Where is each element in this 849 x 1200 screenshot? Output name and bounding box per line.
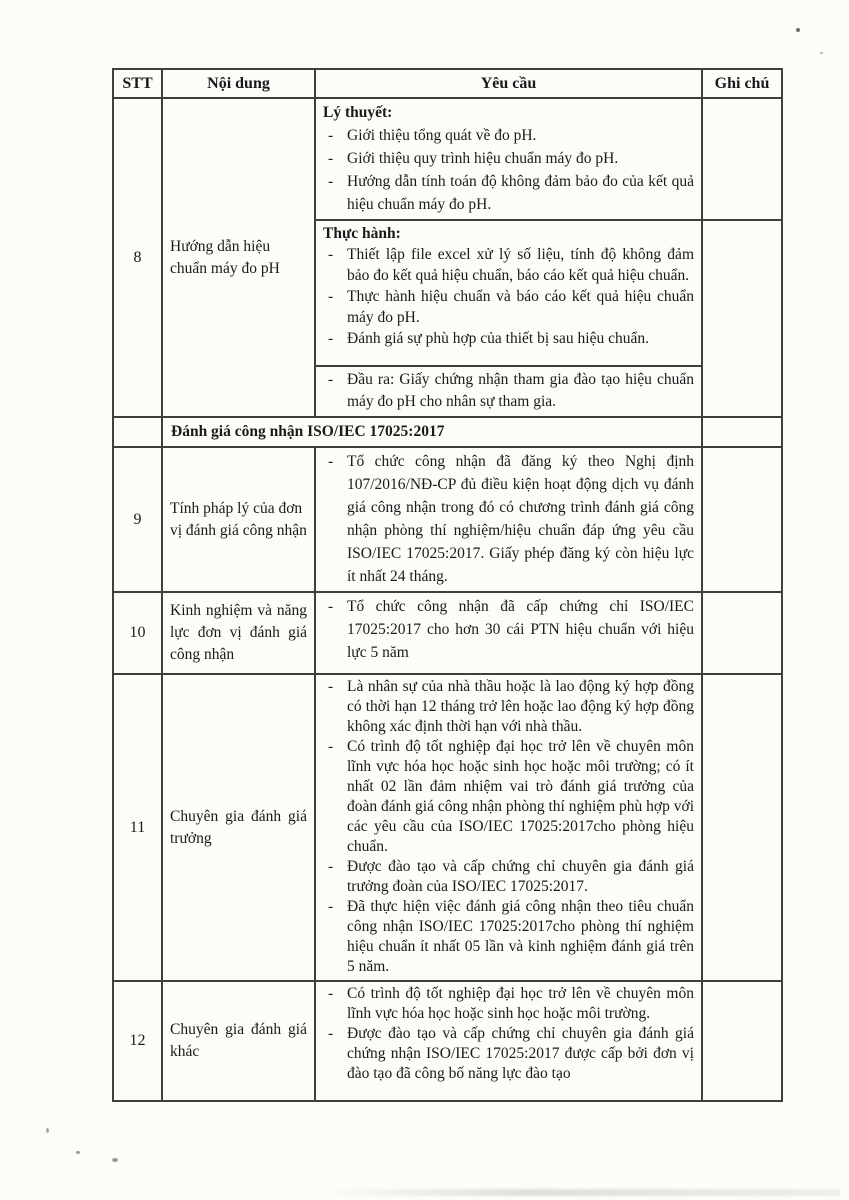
requirement-item: - Hướng dẫn tính toán độ không đảm bảo đo của kết quả hiệu chuẩn máy đo pH. (323, 170, 694, 216)
requirements-table (112, 68, 783, 1102)
scan-speck (796, 28, 800, 32)
requirement-item: - Giới thiệu tổng quát về đo pH. (323, 124, 694, 147)
table-row-9 (113, 447, 782, 592)
subsection-heading-practice: Thực hành: (323, 225, 401, 242)
section-header-row (113, 417, 782, 447)
noi-dung-cell-8: Hướng dẫn hiệu chuẩn máy đo pH (162, 98, 315, 417)
yeu-cau-cell-8-theory (315, 98, 702, 220)
table-header-row (113, 69, 782, 98)
section-title: Đánh giá công nhận ISO/IEC 17025:2017 (162, 417, 702, 447)
scan-speck (76, 1151, 80, 1154)
scan-speck (820, 52, 823, 54)
ghi-chu-cell-8-theory (702, 98, 782, 220)
stt-cell-12: 12 (113, 981, 162, 1101)
noi-dung-cell-12: Chuyên gia đánh giá khác (162, 981, 315, 1101)
yeu-cau-cell-11 (315, 674, 702, 981)
scan-speck (46, 1128, 49, 1133)
requirement-item: - Thiết lập file excel xử lý số liệu, tính độ không đảm bảo đo kết quả hiệu chuẩn, báo cáo kết quả hiệu chuẩn. (323, 244, 694, 286)
requirement-list-output (323, 369, 694, 413)
requirement-item: - Đầu ra: Giấy chứng nhận tham gia đào tạo hiệu chuẩn máy đo pH cho nhân sự tham gia. (323, 369, 694, 413)
subsection-heading-theory: Lý thuyết: (323, 104, 393, 121)
header-stt: STT (113, 69, 162, 98)
table-row-10 (113, 592, 782, 674)
ghi-chu-cell-10 (702, 592, 782, 674)
header-noi-dung: Nội dung (162, 69, 315, 98)
table-row-8-theory (113, 98, 782, 220)
yeu-cau-cell-8-output (315, 366, 702, 417)
requirement-item: - Tổ chức công nhận đã cấp chứng chỉ ISO/IEC 17025:2017 cho hơn 30 cái PTN hiệu chuẩn với hiệu lực 5 năm (323, 595, 694, 664)
stt-cell-10: 10 (113, 592, 162, 674)
requirement-list-9 (323, 450, 694, 588)
ghi-chu-cell-12 (702, 981, 782, 1101)
stt-cell-8: 8 (113, 98, 162, 417)
stt-cell-11: 11 (113, 674, 162, 981)
requirement-item: - Thực hành hiệu chuẩn và báo cáo kết quả hiệu chuẩn máy đo pH. (323, 286, 694, 328)
requirement-item: - Giới thiệu quy trình hiệu chuẩn máy đo pH. (323, 147, 694, 170)
requirement-list-11 (323, 677, 694, 977)
noi-dung-cell-10: Kinh nghiệm và năng lực đơn vị đánh giá công nhận (162, 592, 315, 674)
stt-cell-9: 9 (113, 447, 162, 592)
requirement-item: - Được đào tạo và cấp chứng chỉ chuyên gia đánh giá chứng nhận ISO/IEC 17025:2017 được cấp bởi đơn vị đào tạo đã công bố năng lực đào tạo (323, 1024, 694, 1084)
requirement-list-practice (323, 244, 694, 349)
requirement-item: - Là nhân sự của nhà thầu hoặc là lao động ký hợp đồng có thời hạn 12 tháng trở lên hoặc lao động ký hợp đồng không xác định thời hạn với nhà thầu. (323, 677, 694, 737)
requirement-item: - Có trình độ tốt nghiệp đại học trở lên về chuyên môn lĩnh vực hóa học hoặc sinh học hoặc môi trường. (323, 984, 694, 1024)
noi-dung-cell-9: Tính pháp lý của đơn vị đánh giá công nhận (162, 447, 315, 592)
header-yeu-cau: Yêu cầu (315, 69, 702, 98)
requirement-item: - Được đào tạo và cấp chứng chỉ chuyên gia đánh giá trưởng đoàn của ISO/IEC 17025:2017. (323, 857, 694, 897)
yeu-cau-cell-8-practice (315, 220, 702, 366)
ghi-chu-cell-8-practice (702, 220, 782, 417)
requirement-list-theory (323, 124, 694, 216)
requirement-item: - Đánh giá sự phù hợp của thiết bị sau hiệu chuẩn. (323, 328, 694, 349)
scan-speck (112, 1158, 118, 1162)
requirement-item: - Đã thực hiện việc đánh giá công nhận theo tiêu chuẩn công nhận ISO/IEC 17025:2017cho phòng thí nghiệm hiệu chuẩn ít nhất 05 lần và kinh nghiệm đánh giá trên 5 năm. (323, 897, 694, 977)
table-row-11 (113, 674, 782, 981)
requirement-list-10 (323, 595, 694, 664)
header-ghi-chu: Ghi chú (702, 69, 782, 98)
ghi-chu-cell-section (702, 417, 782, 447)
requirement-item: - Có trình độ tốt nghiệp đại học trở lên về chuyên môn lĩnh vực hóa học hoặc sinh học hoặc môi trường; có ít nhất 02 lần đảm nhiệm vai trò đánh giá trưởng của đoàn đánh giá công nhận phòng thí nghiệm phù hợp với các yêu cầu của ISO/IEC 17025:2017cho phòng hiệu chuẩn. (323, 737, 694, 857)
ghi-chu-cell-11 (702, 674, 782, 981)
stt-cell-section (113, 417, 162, 447)
yeu-cau-cell-12 (315, 981, 702, 1101)
scan-edge-smudge (320, 1189, 840, 1196)
ghi-chu-cell-9 (702, 447, 782, 592)
yeu-cau-cell-9 (315, 447, 702, 592)
noi-dung-cell-11: Chuyên gia đánh giá trưởng (162, 674, 315, 981)
requirement-list-12 (323, 984, 694, 1084)
yeu-cau-cell-10 (315, 592, 702, 674)
table-row-12 (113, 981, 782, 1101)
requirement-item: - Tổ chức công nhận đã đăng ký theo Nghị định 107/2016/NĐ-CP đủ điều kiện hoạt động dịch vụ đánh giá công nhận trong đó có chương trình đánh giá công nhận phòng thí nghiệm/hiệu chuẩn đáp ứng yêu cầu ISO/IEC 17025:2017. Giấy phép đăng ký còn hiệu lực ít nhất 24 tháng. (323, 450, 694, 588)
